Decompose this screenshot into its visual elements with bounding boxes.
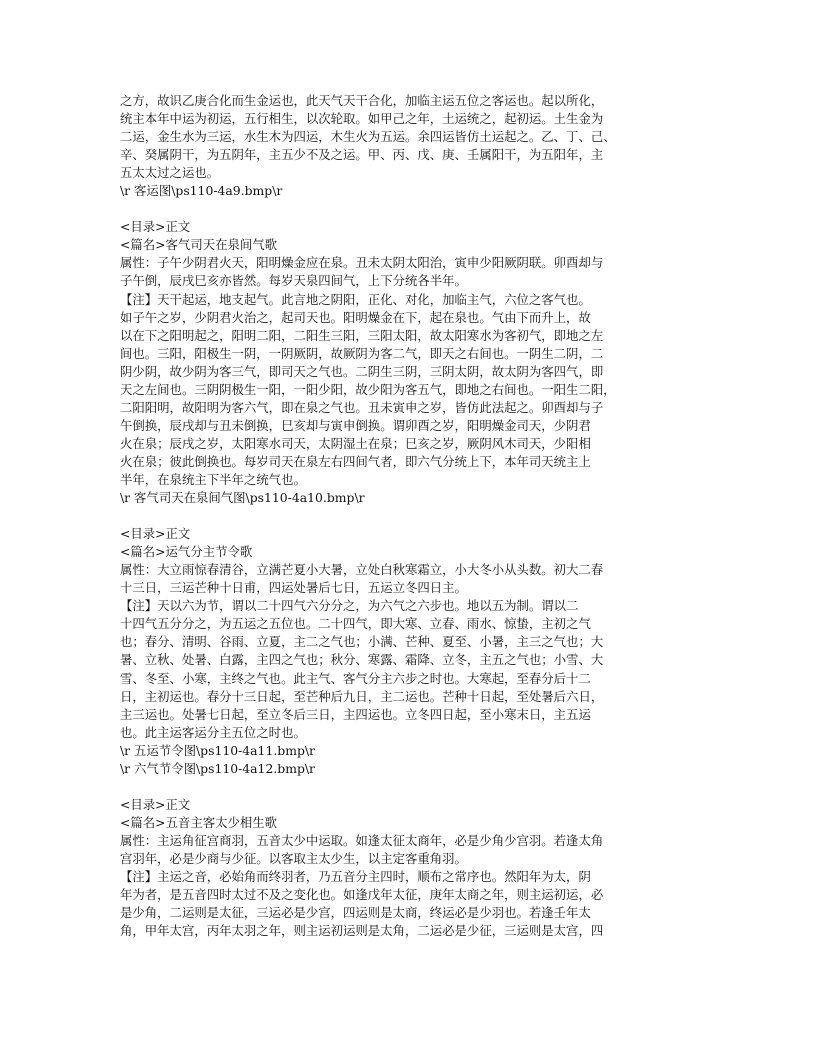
- image-reference: \r 客运图\ps110-4a9.bmp\r: [120, 183, 283, 199]
- text-line: 雪、冬至、小寒，主终之气也。此主气、客气分主六步之时也。大寒起，至春分后十二: [120, 670, 591, 686]
- text-line: 以在下之阳明起之，阳明二阳，二阳生三阳，三阳太阳，故太阳寒水为客初气，即地之左: [120, 327, 604, 343]
- text-line: 阴少阴，故少阴为客三气，即司天之气也。二阴生三阴，三阴太阴，故太阴为客四气，即: [120, 363, 604, 379]
- text-line: 暑、立秋、处暑、白露，主四之气也；秋分、寒露、霜降、立冬，主五之气也；小雪、大: [120, 652, 604, 668]
- text-line: 【注】天以六为节，谓以二十四气六分分之，为六气之六步也。地以五为制。谓以二: [120, 598, 579, 614]
- section-ke-qi-si-tian: [120, 218, 680, 507]
- text-line: 如子午之岁，少阴君火治之，起司天也。阳明燥金在下，起在泉也。气由下而升上，故: [120, 309, 591, 325]
- text-line: 也。此主运客运分主五位之时也。: [120, 724, 306, 740]
- text-line: 也；春分、清明、谷雨、立夏，主二之气也；小满、芒种、夏至、小暑，主三之气也；大: [120, 634, 604, 650]
- text-line: 年为者，是五音四时太过不及之变化也。如逢戊年太征，庚年太商之年，则主运初运，必: [120, 887, 604, 903]
- text-line: 【注】天干起运，地支起气。此言地之阴阳，正化、对化，加临主气，六位之客气也。: [120, 291, 591, 307]
- text-line: 子午倒，辰戌巳亥亦皆然。每岁天泉四间气，上下分统各半年。: [120, 273, 467, 289]
- text-line: 二运，金生水为三运，水生木为四运，木生火为五运。余四运皆仿土运起之。乙、丁、己、: [120, 129, 616, 145]
- text-line: 辛、癸属阴干，为五阴年，主五少不及之运。甲、丙、戊、庚、壬属阳干，为五阳年，主: [120, 147, 604, 163]
- text-line: 五太太过之运也。: [120, 165, 220, 181]
- text-line: 属性：主运角征宫商羽，五音太少中运取。如逢太征太商年，必是少角少宫羽。若逢太角: [120, 832, 604, 848]
- text-line: 火在泉；辰戌之岁，太阳寒水司天，太阴湿土在泉；巳亥之岁，厥阴风木司天，少阳相: [120, 435, 591, 451]
- chapter-title: <篇名>五音主客太少相生歌: [120, 814, 278, 830]
- section-intro-continuation: [120, 92, 680, 200]
- text-line: 半年，在泉统主下半年之统气也。: [120, 471, 306, 487]
- image-reference: \r 五运节令图\ps110-4a11.bmp\r: [120, 742, 315, 758]
- section-divider: [120, 507, 680, 525]
- text-line: 二阳阳明，故阳明为客六气，即在泉之气也。丑未寅申之岁，皆仿此法起之。卯酉却与子: [120, 399, 604, 415]
- image-reference: \r 客气司天在泉间气图\ps110-4a10.bmp\r: [120, 490, 365, 506]
- text-line: 午倒换，辰戌却与丑未倒换，巳亥却与寅申倒换。谓卯酉之岁，阳明燥金司天，少阴君: [120, 417, 591, 433]
- text-line: 天之左间也。三阴阴极生一阳，一阳少阳，故少阳为客五气，即地之右间也。一阳生二阳，: [120, 381, 616, 397]
- text-line: 之方，故识乙庚合化而生金运也，此天气天干合化，加临主运五位之客运也。起以所化，: [120, 93, 604, 108]
- image-reference: \r 六气节令图\ps110-4a12.bmp\r: [120, 760, 315, 776]
- text-line: 主三运也。处暑七日起，至立冬后三日，主四运也。立冬四日起，至小寒末日，主五运: [120, 706, 591, 722]
- text-line: 统主本年中运为初运，五行相生，以次轮取。如甲己之年，土运统之，起初运。土生金为: [120, 111, 604, 127]
- text-line: 属性：子午少阴君火天，阳明燥金应在泉。丑未太阴太阳治，寅申少阳厥阴联。卯酉却与: [120, 255, 604, 271]
- section-divider: [120, 200, 680, 218]
- document-page: [120, 92, 680, 940]
- section-yun-qi-jie-ling: [120, 525, 680, 778]
- text-line: 是少角，二运则是太征，三运必是少宫，四运则是太商，终运必是少羽也。若逢壬年太: [120, 905, 591, 921]
- section-wu-yin-tai-shao: [120, 796, 680, 940]
- text-line: 火在泉；彼此倒换也。每岁司天在泉左右四间气者，即六气分统上下，本年司天统主上: [120, 453, 591, 469]
- text-line: 间也。三阳，阳极生一阴，一阴厥阴，故厥阴为客二气，即天之右间也。一阴生二阴，二: [120, 345, 604, 361]
- catalog-tag: <目录>正文: [120, 796, 191, 812]
- catalog-tag: <目录>正文: [120, 526, 191, 542]
- chapter-title: <篇名>客气司天在泉间气歌: [120, 237, 278, 253]
- section-divider: [120, 778, 680, 796]
- text-line: 日，主初运也。春分十三日起，至芒种后九日，主二运也。芒种十日起，至处暑后六日，: [120, 688, 604, 704]
- text-line: 十三日，三运芒种十日甫，四运处暑后七日，五运立冬四日主。: [120, 580, 467, 596]
- text-line: 十四气五分分之，为五运之五位也。二十四气，即大寒、立春、雨水、惊蛰，主初之气: [120, 616, 591, 632]
- text-line: 【注】主运之音，必始角而终羽者，乃五音分主四时，顺布之常序也。然阳年为太，阴: [120, 869, 591, 885]
- catalog-tag: <目录>正文: [120, 219, 191, 235]
- text-line: 宫羽年，必是少商与少征。以客取主太少生，以主定客重角羽。: [120, 850, 467, 866]
- text-line: 角，甲年太宫，丙年太羽之年，则主运初运则是太角，二运必是少征，三运则是太宫，四: [120, 923, 604, 939]
- chapter-title: <篇名>运气分主节令歌: [120, 544, 253, 560]
- text-line: 属性：大立雨惊春清谷，立满芒夏小大暑，立处白秋寒霜立，小大冬小从头数。初大二春: [120, 562, 604, 578]
